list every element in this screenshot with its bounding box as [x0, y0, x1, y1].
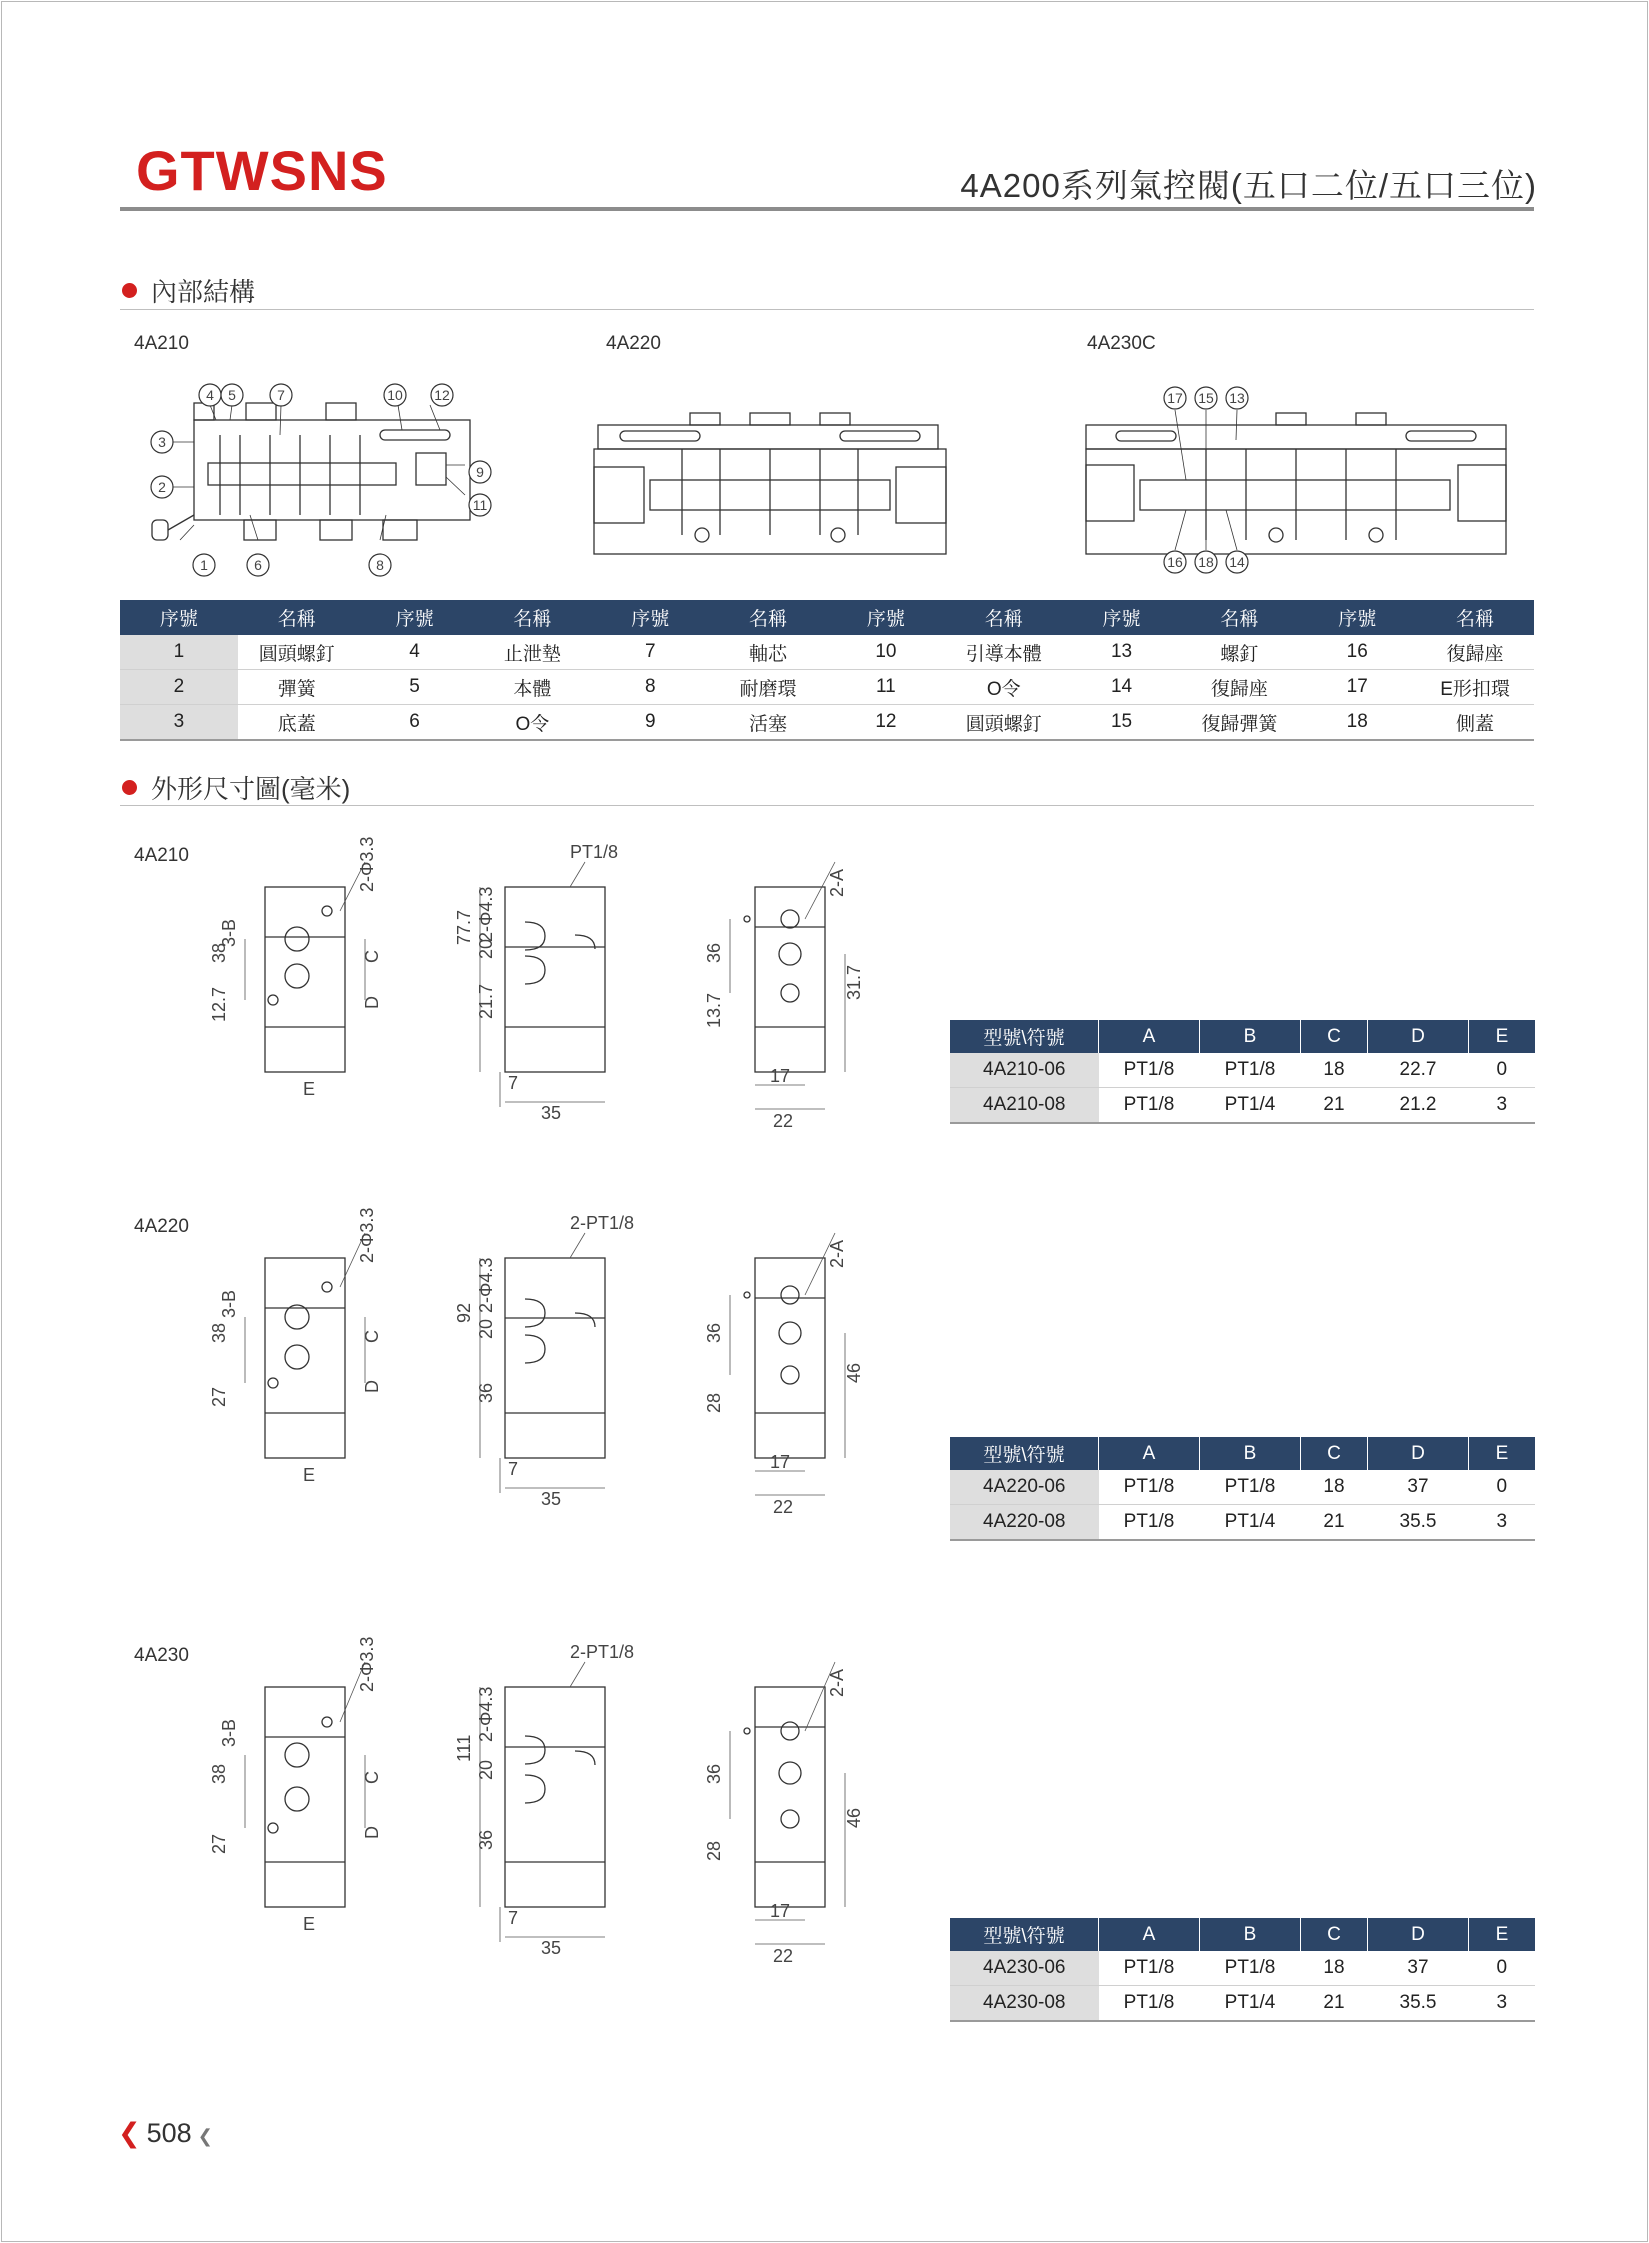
value-cell: 18 [1301, 1053, 1368, 1088]
callout-number: 9 [476, 464, 484, 480]
header-cell: D [1368, 1437, 1469, 1470]
dimension-value: 46 [844, 1362, 864, 1383]
header-cell: 名稱 [945, 600, 1063, 635]
dimension-drawing-4a210 [209, 836, 915, 1147]
table-row [120, 635, 1534, 670]
callout-number: 2 [158, 479, 166, 495]
part-number: 17 [1298, 670, 1416, 705]
header-cell: C [1301, 1918, 1368, 1951]
value-cell: 35.5 [1368, 1505, 1469, 1541]
part-name: 止泄墊 [473, 635, 591, 670]
header-cell: A [1099, 1437, 1200, 1470]
section-divider [120, 805, 1534, 806]
header-divider [120, 207, 1534, 211]
hole-label: 2-Φ3.3 [357, 1207, 377, 1263]
model-cell: 4A220-06 [950, 1470, 1099, 1505]
value-cell: 21.2 [1368, 1088, 1469, 1124]
part-name: 圓頭螺釘 [945, 705, 1063, 741]
header-cell: 序號 [1298, 600, 1416, 635]
dimension-value: 7 [508, 1908, 519, 1928]
part-number: 4 [356, 635, 474, 670]
dimension-table-4a230 [950, 1918, 1535, 2022]
header-cell: B [1200, 1918, 1301, 1951]
dimension-value: 28 [704, 1392, 724, 1413]
dimension-table-header [950, 1020, 1535, 1053]
model-label-4a230c: 4A230C [1087, 333, 1156, 354]
part-name: 復歸座 [1416, 635, 1534, 670]
dimension-table-header [950, 1918, 1535, 1951]
value-cell: PT1/8 [1099, 1951, 1200, 1986]
value-cell: 3 [1469, 1986, 1536, 2022]
callout-number: 17 [1167, 390, 1183, 406]
side-label: 3-B [219, 918, 239, 947]
header-cell: 序號 [1063, 600, 1181, 635]
table-row [950, 1088, 1535, 1124]
model-cell: 4A230-08 [950, 1986, 1099, 2022]
dimension-value: 92 [454, 1302, 474, 1323]
table-row [950, 1470, 1535, 1505]
header-cell: 名稱 [1180, 600, 1298, 635]
header-cell: E [1469, 1918, 1536, 1951]
dimension-symbol: C [362, 1330, 382, 1343]
dimension-value: 111 [454, 1734, 474, 1762]
header-cell: 型號\符號 [950, 1020, 1099, 1053]
callout-number: 3 [158, 434, 166, 450]
part-name: 圓頭螺釘 [238, 635, 356, 670]
model-label-4a210: 4A210 [134, 333, 189, 354]
callout-number: 18 [1198, 554, 1214, 570]
callout-number: 14 [1229, 554, 1245, 570]
part-name: 螺釘 [1180, 635, 1298, 670]
part-number: 10 [827, 635, 945, 670]
side-label: 2-A [827, 868, 847, 897]
part-number: 18 [1298, 705, 1416, 741]
dimension-value: 36 [704, 1763, 724, 1784]
callout-number: 7 [277, 387, 285, 403]
dimension-value: 20 [476, 1759, 496, 1780]
bullet-icon [122, 283, 137, 298]
header-cell: B [1200, 1437, 1301, 1470]
header-cell: A [1099, 1020, 1200, 1053]
callout-number: 13 [1229, 390, 1245, 406]
part-number: 3 [120, 705, 238, 741]
part-name: O令 [945, 670, 1063, 705]
dimension-value: 17 [770, 1452, 791, 1472]
value-cell: PT1/4 [1200, 1505, 1301, 1541]
dimension-table-4a210 [950, 1020, 1535, 1124]
value-cell: 22.7 [1368, 1053, 1469, 1088]
part-number: 13 [1063, 635, 1181, 670]
dimension-symbol: E [303, 1914, 316, 1934]
callout-number: 8 [376, 557, 384, 573]
value-cell: PT1/4 [1200, 1088, 1301, 1124]
dimension-value: 27 [209, 1386, 229, 1407]
part-name: 軸芯 [709, 635, 827, 670]
dimension-value: 38 [209, 942, 229, 963]
part-name: 耐磨環 [709, 670, 827, 705]
value-cell: 35.5 [1368, 1986, 1469, 2022]
header-cell: A [1099, 1918, 1200, 1951]
value-cell: PT1/4 [1200, 1986, 1301, 2022]
dimension-value: 31.7 [844, 964, 864, 1000]
header-cell: 序號 [591, 600, 709, 635]
dimension-value: 46 [844, 1807, 864, 1828]
value-cell: 21 [1301, 1505, 1368, 1541]
part-name: E形扣環 [1416, 670, 1534, 705]
model-label-4a220: 4A220 [606, 333, 661, 354]
header-cell: C [1301, 1020, 1368, 1053]
port-label: 2-PT1/8 [570, 1213, 635, 1233]
dimension-value: 12.7 [209, 986, 229, 1022]
dimension-value: 27 [209, 1833, 229, 1854]
value-cell: PT1/8 [1200, 1470, 1301, 1505]
value-cell: 3 [1469, 1505, 1536, 1541]
dimension-symbol: D [362, 996, 382, 1009]
dimension-symbol: C [362, 950, 382, 963]
header-cell: 名稱 [1416, 600, 1534, 635]
value-cell: PT1/8 [1200, 1951, 1301, 1986]
dimension-value: 38 [209, 1322, 229, 1343]
hole-label: 2-Φ4.3 [476, 1686, 496, 1742]
chevron-left-icon: ❮ [118, 2118, 141, 2148]
port-label: 2-PT1/8 [570, 1642, 635, 1662]
header-cell: 型號\符號 [950, 1437, 1099, 1470]
dimension-symbol: E [303, 1079, 316, 1099]
dimension-value: 20 [476, 938, 496, 959]
value-cell: 21 [1301, 1986, 1368, 2022]
dimension-value: 7 [508, 1459, 519, 1479]
value-cell: 0 [1469, 1951, 1536, 1986]
callout-number: 12 [434, 387, 450, 403]
dimension-drawing-4a220 [209, 1207, 915, 1533]
dimension-value: 28 [704, 1840, 724, 1861]
value-cell: 21 [1301, 1088, 1368, 1124]
dimension-value: 36 [476, 1382, 496, 1403]
dimension-value: 77.7 [454, 909, 474, 945]
dimension-value: 17 [770, 1066, 791, 1086]
value-cell: PT1/8 [1099, 1088, 1200, 1124]
part-number: 9 [591, 705, 709, 741]
table-row [950, 1053, 1535, 1088]
dimension-value: 36 [704, 942, 724, 963]
dimension-table-header [950, 1437, 1535, 1470]
dimension-value: 17 [770, 1901, 791, 1921]
value-cell: PT1/8 [1099, 1505, 1200, 1541]
header-cell: C [1301, 1437, 1368, 1470]
value-cell: PT1/8 [1099, 1470, 1200, 1505]
side-label: 2-A [827, 1239, 847, 1268]
part-name: 活塞 [709, 705, 827, 741]
dimension-symbol: E [303, 1465, 316, 1485]
model-label-dim-4a230: 4A230 [134, 1645, 189, 1666]
header-cell: 名稱 [473, 600, 591, 635]
part-number: 15 [1063, 705, 1181, 741]
dimension-value: 35 [541, 1489, 562, 1509]
dimension-value: 7 [508, 1073, 519, 1093]
hole-label: 2-Φ3.3 [357, 1636, 377, 1692]
dimension-value: 35 [541, 1103, 562, 1123]
part-name: 引導本體 [945, 635, 1063, 670]
header-cell: 名稱 [709, 600, 827, 635]
callout-number: 6 [254, 557, 262, 573]
parts-table-header [120, 600, 1534, 635]
chevron-left-small-icon: ❮ [197, 2126, 213, 2146]
part-number: 1 [120, 635, 238, 670]
part-name: 本體 [473, 670, 591, 705]
table-row [120, 670, 1534, 705]
header-cell: E [1469, 1020, 1536, 1053]
header-cell: B [1200, 1020, 1301, 1053]
callout-number: 5 [228, 387, 236, 403]
model-cell: 4A210-08 [950, 1088, 1099, 1124]
model-label-dim-4a210: 4A210 [134, 845, 189, 866]
header-cell: 名稱 [238, 600, 356, 635]
part-number: 8 [591, 670, 709, 705]
part-name: 復歸彈簧 [1180, 705, 1298, 741]
value-cell: PT1/8 [1099, 1053, 1200, 1088]
value-cell: 37 [1368, 1951, 1469, 1986]
bullet-icon [122, 780, 137, 795]
header-cell: D [1368, 1918, 1469, 1951]
part-number: 16 [1298, 635, 1416, 670]
section-heading-internal: 內部結構 [122, 272, 255, 309]
section-drawing-4a230c [1076, 380, 1516, 580]
callout-number: 15 [1198, 390, 1214, 406]
dimension-value: 38 [209, 1763, 229, 1784]
dimension-value: 22 [773, 1946, 794, 1966]
hole-label: 2-Φ3.3 [357, 836, 377, 892]
value-cell: PT1/8 [1200, 1053, 1301, 1088]
callout-number: 1 [200, 557, 208, 573]
header-cell: D [1368, 1020, 1469, 1053]
side-label: 2-A [827, 1668, 847, 1697]
model-cell: 4A210-06 [950, 1053, 1099, 1088]
model-cell: 4A230-06 [950, 1951, 1099, 1986]
dimension-symbol: D [362, 1826, 382, 1839]
part-name: O令 [473, 705, 591, 741]
dimension-value: 22 [773, 1111, 794, 1131]
header-cell: 序號 [120, 600, 238, 635]
callout-number: 16 [1167, 554, 1183, 570]
header-cell: 型號\符號 [950, 1918, 1099, 1951]
part-number: 11 [827, 670, 945, 705]
dimension-value: 36 [476, 1829, 496, 1850]
hole-label: 2-Φ4.3 [476, 1257, 496, 1313]
dimension-value: 13.7 [704, 992, 724, 1028]
part-number: 14 [1063, 670, 1181, 705]
side-label: 3-B [219, 1718, 239, 1747]
part-name: 側蓋 [1416, 705, 1534, 741]
value-cell: 3 [1469, 1088, 1536, 1124]
section-heading-dimensions: 外形尺寸圖(毫米) [122, 769, 350, 806]
dimension-value: 36 [704, 1322, 724, 1343]
value-cell: PT1/8 [1099, 1986, 1200, 2022]
value-cell: 0 [1469, 1470, 1536, 1505]
header-cell: 序號 [827, 600, 945, 635]
port-label: PT1/8 [570, 842, 619, 862]
parts-table [120, 600, 1534, 741]
part-name: 彈簧 [238, 670, 356, 705]
table-row [120, 705, 1534, 741]
value-cell: 37 [1368, 1470, 1469, 1505]
page-number: ❮ 508 ❮ [118, 2118, 213, 2148]
dimension-drawing-4a230 [209, 1636, 915, 1982]
model-cell: 4A220-08 [950, 1505, 1099, 1541]
dimension-symbol: C [362, 1771, 382, 1784]
page-title: 4A200系列氣控閥(五口二位/五口三位) [960, 167, 1537, 204]
value-cell: 18 [1301, 1951, 1368, 1986]
section-drawing-4a210 [140, 375, 500, 585]
part-number: 7 [591, 635, 709, 670]
part-number: 6 [356, 705, 474, 741]
value-cell: 0 [1469, 1053, 1536, 1088]
hole-label: 2-Φ4.3 [476, 886, 496, 942]
header-cell: E [1469, 1437, 1536, 1470]
part-name: 復歸座 [1180, 670, 1298, 705]
dimension-value: 35 [541, 1938, 562, 1958]
part-number: 12 [827, 705, 945, 741]
section-drawing-4a220 [590, 405, 950, 555]
table-row [950, 1986, 1535, 2022]
header-cell: 序號 [356, 600, 474, 635]
callout-number: 4 [206, 387, 214, 403]
part-number: 2 [120, 670, 238, 705]
dimension-value: 22 [773, 1497, 794, 1517]
dimension-table-4a220 [950, 1437, 1535, 1541]
value-cell: 18 [1301, 1470, 1368, 1505]
side-label: 3-B [219, 1289, 239, 1318]
part-number: 5 [356, 670, 474, 705]
section-divider [120, 309, 1534, 310]
dimension-value: 21.7 [476, 983, 496, 1019]
callout-number: 11 [472, 497, 488, 513]
brand-logo: GTWSNS [136, 139, 388, 202]
table-row [950, 1505, 1535, 1541]
part-name: 底蓋 [238, 705, 356, 741]
dimension-symbol: D [362, 1380, 382, 1393]
dimension-value: 20 [476, 1318, 496, 1339]
model-label-dim-4a220: 4A220 [134, 1216, 189, 1237]
table-row [950, 1951, 1535, 1986]
callout-number: 10 [387, 387, 403, 403]
